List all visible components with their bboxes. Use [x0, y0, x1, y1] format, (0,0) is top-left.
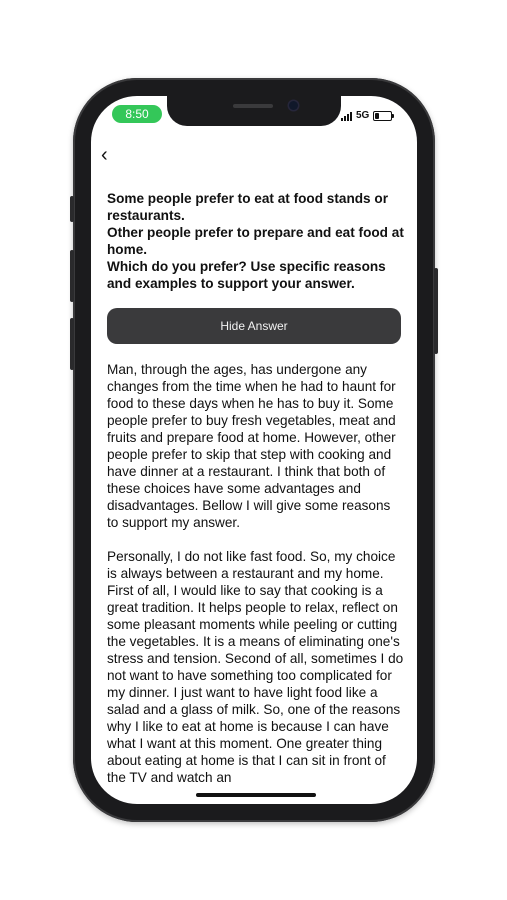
- status-indicators: [341, 110, 392, 122]
- screen: [91, 96, 417, 804]
- question-prompt: [107, 190, 405, 292]
- network-type: 5G: [356, 110, 370, 121]
- status-time: 8:50: [112, 105, 162, 123]
- speaker-grille: [233, 104, 273, 108]
- volume-down-button: [70, 318, 74, 370]
- home-indicator[interactable]: [196, 793, 316, 797]
- question-line: Other people prefer to prepare and eat food at home.: [107, 225, 404, 257]
- signal-icon: [341, 112, 352, 121]
- answer-paragraph: Personally, I do not like fast food. So, my choice is always between a restaurant and my home. First of all, I would like to say that cooking is a great tradition. It helps people to relax, reflect on some pleasant moments while peeling or cutting the vegetables. It is a means of eliminating one's stress and tension. Second of all, sometimes I do not want to have something too complicated for my dinner. I just want to have light food like a salad and a glass of milk. So, one of the reasons why I like to eat at home is because I can have what I want at this moment. One greater thing about eating at home is that I can sit in front of the TV and watch an: [107, 549, 404, 785]
- question-line: Which do you prefer? Use specific reasons and examples to support your answer.: [107, 259, 386, 291]
- volume-up-button: [70, 250, 74, 302]
- power-button: [434, 268, 438, 354]
- answer-paragraph: Man, through the ages, has undergone any changes from the time when he had to haunt for food to these days when he has to buy it. Some people prefer to buy fresh vegetables, meat and fruits and prepare food at home. However, other people prefer to skip that step with cooking and have dinner at a restaurant. I think that both of these choices have some advantages and disadvantages. Bellow I will give some reasons to support my answer.: [107, 362, 396, 530]
- back-button[interactable]: [101, 144, 121, 166]
- question-line: Some people prefer to eat at food stands or restaurants.: [107, 191, 388, 223]
- hide-answer-button[interactable]: Hide Answer: [107, 308, 401, 344]
- chevron-left-icon: ‹: [101, 144, 108, 166]
- battery-icon: [373, 111, 392, 121]
- silent-switch: [70, 196, 74, 222]
- notch: [167, 96, 341, 126]
- front-camera: [289, 101, 298, 110]
- answer-text: [107, 361, 405, 803]
